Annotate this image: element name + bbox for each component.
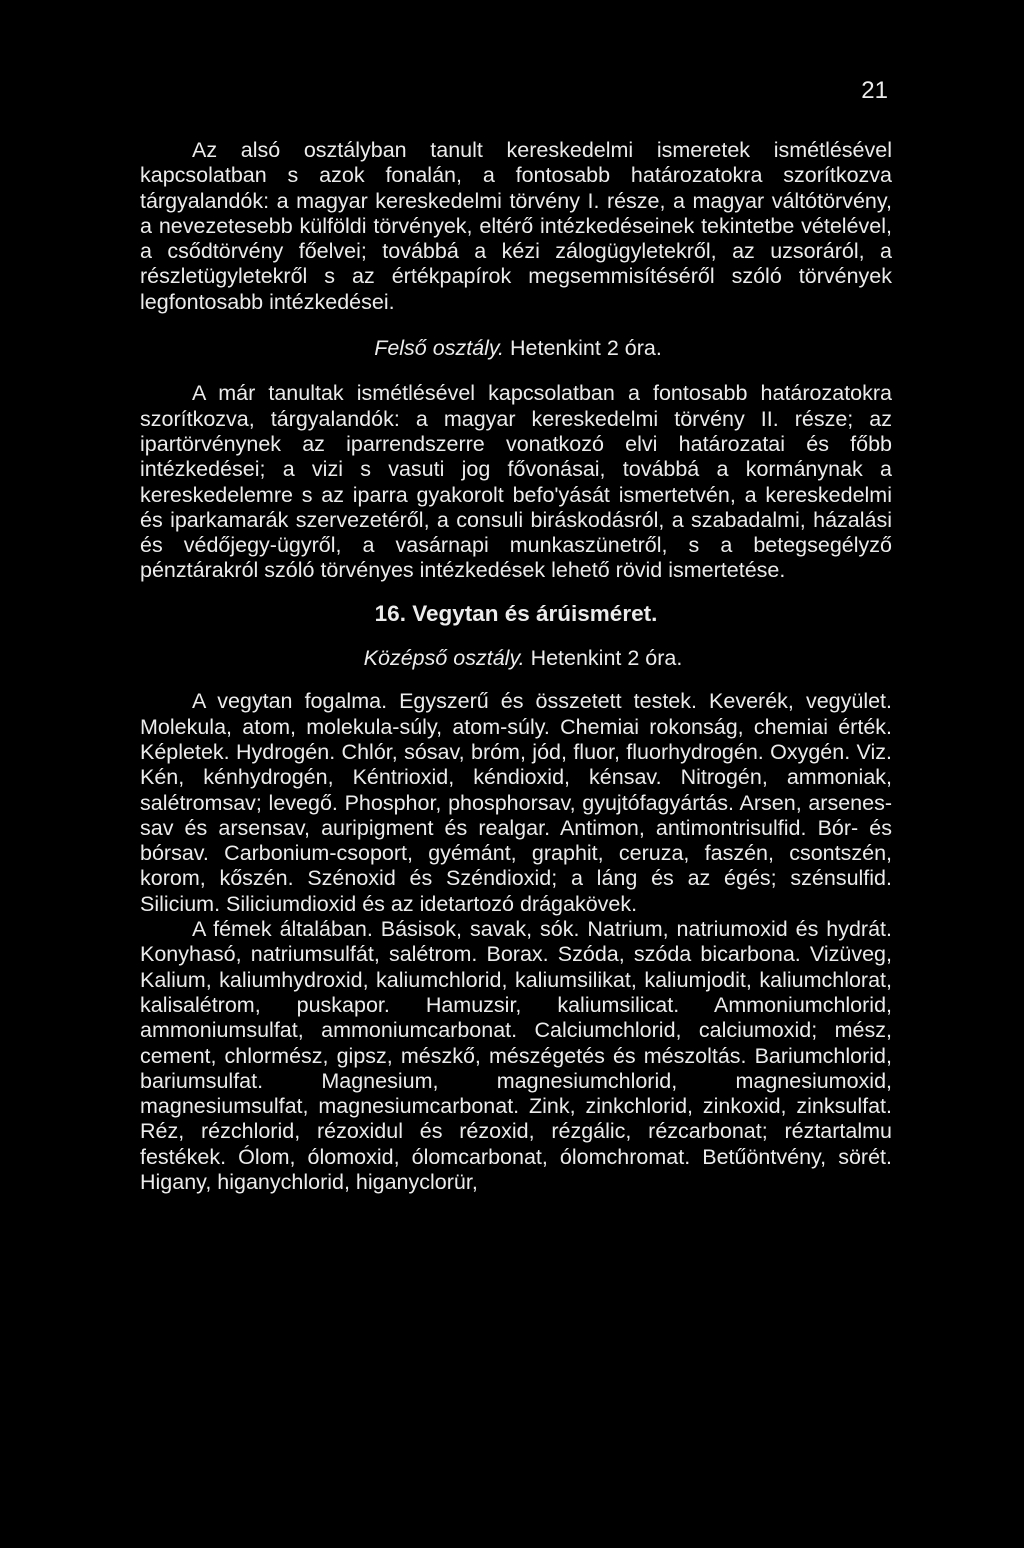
intro-paragraph: Az alsó osztályban tanult kereskedelmi ismeretek ismétlésével kapcsolatban s azok fonalán, a fontosabb határozatokra szorítkozva tárgyalandók: a magyar kereskedelmi törvény I. része, a magyar váltótörvény, a nevezetesebb külföldi törvények, eltérő intézkedéseinek tekintetbe vételével, a csődtörvény főelvei; továbbá a kézi zálogügyletekről, az uzsoráról, a részletügyletekről s az értékpapírok megsemmisítéséről szóló törvények legfontosabb intézkedései. [140, 138, 892, 314]
upper-class-label: Felső osztály. [374, 336, 505, 361]
upper-class-hours: Hetenkint 2 óra. [510, 336, 662, 361]
middle-class-heading [140, 646, 892, 671]
middle-class-hours: Hetenkint 2 óra. [530, 646, 683, 671]
chemistry-paragraph: A fémek általában. Básisok, savak, sók. Natrium, natriumoxid és hydrát. Konyhasó, natriumsulfát, salétrom. Borax. Szóda, szóda bicarbona. Vizüveg, Kalium, kaliumhydroxid, kaliumchlorid, kaliumsilikat, kaliumjodit, kaliumchlorat, kalisalétrom, puskapor. Hamuzsir, kaliumsilicat. Ammoniumchlorid, ammoniumsulfat, ammoniumcarbonat. Calciumchlorid, calciumoxid; mész, cement, chlormész, gipsz, mészkő, mészégetés és mészoltás. Bariumchlorid, bariumsulfat. Magnesium, magnesiumchlorid, magnesiumoxid, magnesiumsulfat, magnesiumcarbonat. Zink, zinkchlorid, zinkoxid, zinksulfat. Réz, rézchlorid, rézoxidul és rézoxid, rézgálic, rézcarbonat; réztartalmu festékek. Ólom, ólomoxid, ólomcarbonat, ólomchromat. Betűöntvény, sörét. Higany, higanychlorid, higanyclorür, [140, 917, 892, 1194]
chemistry-paragraph: A vegytan fogalma. Egyszerű és összetett testek. Keverék, vegyület. Molekula, atom, molekula-súly, atom-súly. Chemiai rokonság, chemiai érték. Képletek. Hydrogén. Chlór, sósav, bróm, jód, fluor, fluorhydrogén. Oxygén. Viz. Kén, kénhydrogén, Kéntrioxid, kéndioxid, kénsav. Nitrogén, ammoniak, salétromsav; levegő. Phosphor, phosphorsav, gyujtófagyártás. Arsen, arsenes-sav és arsensav, auripigment és realgar. Antimon, antimontrisulfid. Bór- és bórsav. Carbonium-csoport, gyémánt, graphit, ceruza, faszén, csontszén, korom, kőszén. Szénoxid és Széndioxid; a láng és az égés; szénsulfid. Silicium. Siliciumdioxid és az idetartozó drágakövek. [140, 689, 892, 916]
middle-class-label: Középső osztály. [363, 646, 525, 671]
page-body [140, 138, 892, 1195]
upper-class-heading [140, 336, 892, 361]
upper-class-paragraph: A már tanultak ismétlésével kapcsolatban a fontosabb határozatokra szorítkozva, tárgyalandók: a magyar kereskedelmi törvény II. része; az ipartörvénynek az iparrendszerre vonatkozó elvi határozatai és főbb intézkedései; a vizi s vasuti jog fővonásai, továbbá a kormánynak a kereskedelemre s az iparra gyakorolt befo'yását ismertetvén, a kereskedelmi és iparkamarák szervezetéről, a consuli biráskodásról, a szabadalmi, házalási és védőjegy-ügyről, a vasárnapi munkaszünetről, s a betegsegélyző pénztárakról szóló törvényes intézkedések lehető rövid ismertetése. [140, 381, 892, 583]
page-number: 21 [861, 77, 888, 104]
section-heading: 16. Vegytan és árúisméret. [374, 600, 658, 626]
